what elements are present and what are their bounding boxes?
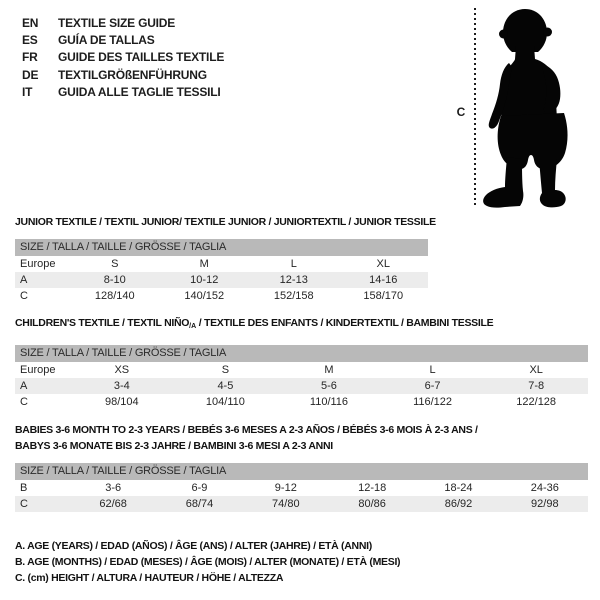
size-cell: 122/128 xyxy=(516,396,557,408)
size-cell: 116/122 xyxy=(413,396,453,408)
row-label: C xyxy=(20,290,28,302)
legend-line-a: A. AGE (YEARS) / EDAD (AÑOS) / ÂGE (ANS) / ALTER (JAHRE) / ETÀ (ANNI) xyxy=(15,540,372,552)
height-dotted-line xyxy=(474,8,476,207)
size-cell: 18-24 xyxy=(444,482,473,494)
table-row-age-months xyxy=(15,480,588,496)
language-title: TEXTILE SIZE GUIDE xyxy=(58,15,176,30)
row-label: Europe xyxy=(20,258,56,270)
size-cell: 110/116 xyxy=(309,396,349,408)
language-row-en xyxy=(22,14,224,31)
size-cell: 6-9 xyxy=(191,482,208,494)
measure-legend xyxy=(15,538,400,587)
junior-size-table xyxy=(15,239,428,304)
language-row-es xyxy=(22,31,224,48)
size-cell: 128/140 xyxy=(94,290,135,302)
size-header-bar: SIZE / TALLA / TAILLE / GRÖSSE / TAGLIA xyxy=(15,239,428,256)
table-row-height xyxy=(15,288,428,304)
size-cell: 3-4 xyxy=(113,380,130,392)
size-cell: 14-16 xyxy=(369,274,398,286)
size-cell: XL xyxy=(376,258,390,270)
babies-size-table xyxy=(15,463,588,512)
babies-title-line1: BABIES 3-6 MONTH TO 2-3 YEARS / BEBÉS 3-6 MESES A 2-3 AÑOS / BÉBÉS 3-6 MOIS À 2-3 ANS / xyxy=(15,424,478,436)
language-code: FR xyxy=(22,50,38,65)
size-cell: 24-36 xyxy=(530,482,559,494)
row-label: C xyxy=(20,396,28,408)
size-cell: S xyxy=(111,258,119,270)
size-cell: 86/92 xyxy=(444,498,473,510)
size-cell: 12-13 xyxy=(279,274,308,286)
size-cell: 80/86 xyxy=(358,498,386,510)
language-title: GUIDA ALLE TAGLIE TESSILI xyxy=(58,84,221,99)
row-label: A xyxy=(20,380,28,392)
language-code: DE xyxy=(22,67,39,82)
row-label: B xyxy=(20,482,28,494)
size-cell: M xyxy=(199,258,209,270)
language-title: TEXTILGRÖßENFÜHRUNG xyxy=(58,67,207,82)
size-cell: 104/110 xyxy=(205,396,245,408)
size-cell: 6-7 xyxy=(424,380,441,392)
size-cell: S xyxy=(221,364,230,376)
language-row-fr xyxy=(22,49,224,66)
children-size-table xyxy=(15,345,588,410)
size-cell: 10-12 xyxy=(190,274,219,286)
language-code: ES xyxy=(22,32,38,47)
size-cell: 12-18 xyxy=(358,482,387,494)
size-cell: 98/104 xyxy=(104,396,139,408)
junior-section-title: JUNIOR TEXTILE / TEXTIL JUNIOR/ TEXTILE JUNIOR / JUNIORTEXTIL / JUNIOR TESSILE xyxy=(15,216,436,228)
row-label: A xyxy=(20,274,28,286)
language-title: GUIDE DES TAILLES TEXTILE xyxy=(58,50,225,65)
language-code: IT xyxy=(22,84,33,99)
size-cell: 8-10 xyxy=(103,274,126,286)
size-cell: 158/170 xyxy=(363,290,404,302)
table-row-height xyxy=(15,496,588,512)
size-cell: 9-12 xyxy=(274,482,297,494)
height-measure-label: C xyxy=(456,105,466,119)
children-title-pre: CHILDREN'S TEXTILE / TEXTIL NIÑO xyxy=(15,317,190,329)
table-row-age xyxy=(15,378,588,394)
children-title-post: / TEXTILE DES ENFANTS / KINDERTEXTIL / BAMBINI TESSILE xyxy=(196,317,494,329)
size-cell: L xyxy=(290,258,297,270)
row-label: Europe xyxy=(20,364,56,376)
legend-line-c: C. (cm) HEIGHT / ALTURA / HAUTEUR / HÖHE / ALTEZZA xyxy=(15,572,284,585)
size-cell: 62/68 xyxy=(99,498,127,510)
size-cell: L xyxy=(429,364,436,376)
table-row-height xyxy=(15,394,588,410)
table-row-age xyxy=(15,272,428,288)
size-cell: 3-6 xyxy=(105,482,122,494)
language-title: GUÍA DE TALLAS xyxy=(58,32,155,47)
size-header-bar: SIZE / TALLA / TAILLE / GRÖSSE / TAGLIA xyxy=(15,463,588,480)
size-cell: 68/74 xyxy=(185,498,214,510)
row-label: C xyxy=(20,498,28,510)
size-cell: 7-8 xyxy=(528,380,545,392)
size-cell: XL xyxy=(529,364,543,376)
children-section-title xyxy=(15,317,493,330)
size-cell: 152/158 xyxy=(273,290,314,302)
table-row-europe xyxy=(15,362,588,378)
babies-title-line2: BABYS 3-6 MONATE BIS 2-3 JAHRE / BAMBINI 3-6 MESI A 2-3 ANNI xyxy=(15,440,333,452)
language-title-list xyxy=(22,14,224,100)
size-cell: 140/152 xyxy=(184,290,225,302)
size-cell: 74/80 xyxy=(272,498,300,510)
size-cell: XS xyxy=(114,364,130,376)
language-row-de xyxy=(22,66,224,83)
language-row-it xyxy=(22,83,224,100)
table-row-europe xyxy=(15,256,428,272)
size-cell: 5-6 xyxy=(321,380,337,392)
size-cell: 4-5 xyxy=(217,380,234,392)
legend-line-b: B. AGE (MONTHS) / EDAD (MESES) / ÂGE (MOIS) / ALTER (MONATE) / ETÀ (MESI) xyxy=(15,556,401,569)
size-cell: 92/98 xyxy=(531,498,559,510)
size-cell: M xyxy=(324,364,334,376)
size-header-bar: SIZE / TALLA / TAILLE / GRÖSSE / TAGLIA xyxy=(15,345,588,362)
baby-silhouette-icon xyxy=(478,8,578,208)
children-title-subscript: /A xyxy=(189,323,197,330)
language-code: EN xyxy=(22,15,39,30)
babies-section-title xyxy=(15,422,478,454)
